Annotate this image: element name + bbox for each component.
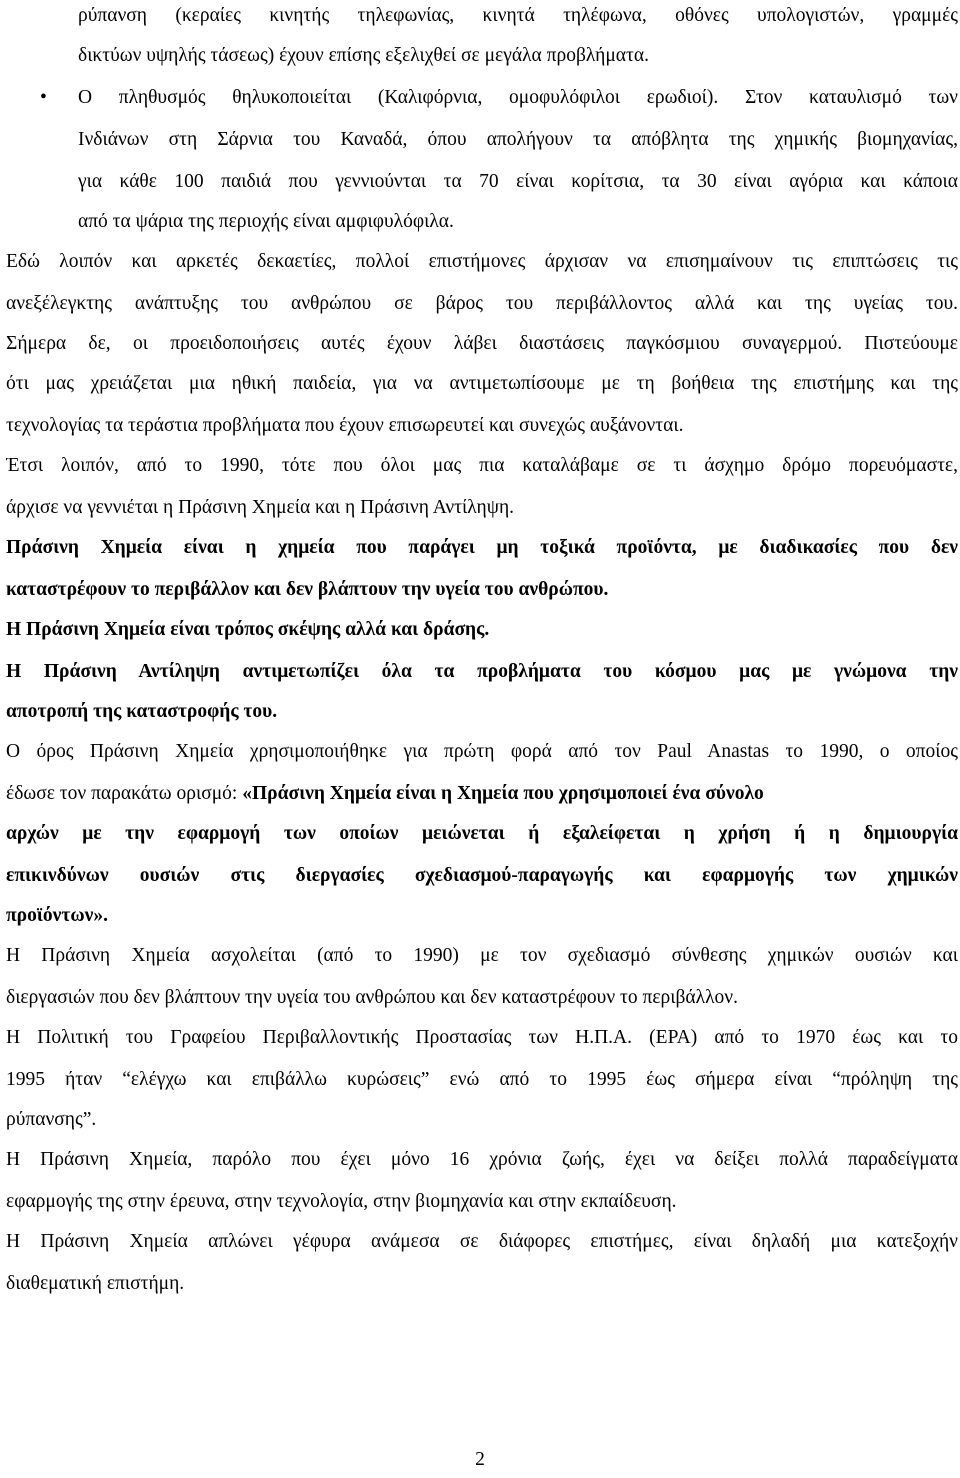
definition-quote-line: επικινδύνων ουσιών στις διεργασίες σχεδιασμού-παραγωγής και εφαρμογής των χημικών [6,865,958,886]
text-line: ρύπανση (κεραίες κινητής τηλεφωνίας, κινητά τηλέφωνα, οθόνες υπολογιστών, γραμμές [78,5,958,26]
text-line: δικτύων υψηλής τάσεως) έχουν επίσης εξελιχθεί σε μεγάλα προβλήματα. [78,45,649,66]
text-line: διεργασιών που δεν βλάπτουν την υγεία του ανθρώπου και δεν καταστρέφουν το περιβάλλον. [6,987,738,1008]
page-number: 2 [475,1449,485,1470]
text-line: Ινδιάνων στη Σάρνια του Καναδά, όπου απολήγουν τα απόβλητα της χημικής βιομηχανίας, [78,129,958,150]
bold-definition-line: καταστρέφουν το περιβάλλον και δεν βλάπτουν την υγεία του ανθρώπου. [6,579,609,600]
text-line-mixed [6,782,958,806]
text-line: ρύπανσης”. [6,1109,97,1130]
text-line: Ο πληθυσμός θηλυκοποιείται (Καλιφόρνια, ομοφυλόφιλοι ερωδιοί). Στον καταυλισμό των [78,87,958,108]
text-line: διαθεματική επιστήμη. [6,1273,185,1294]
text-line: Εδώ λοιπόν και αρκετές δεκαετίες, πολλοί επιστήμονες άρχισαν να επισημαίνουν τις επιπτώσεις τις [6,251,958,272]
text-line: ότι μας χρειάζεται μια ηθική παιδεία, για να αντιμετωπίσουμε με τη βοήθεια της επιστήμης και της [6,373,958,394]
definition-quote-line: αρχών με την εφαρμογή των οποίων μειώνεται ή εξαλείφεται η χρήση ή η δημιουργία [6,823,958,844]
text-line: Η Πολιτική του Γραφείου Περιβαλλοντικής Προστασίας των Η.Π.Α. (EPA) από το 1970 έως και το [6,1027,958,1048]
text-line: άρχισε να γεννιέται η Πράσινη Χημεία και η Πράσινη Αντίληψη. [6,497,515,518]
text-line: Έτσι λοιπόν, από το 1990, τότε που όλοι μας πια καταλάβαμε σε τι άσχημο δρόμο πορευόμαστε, [6,455,958,476]
bullet-icon: • [40,87,47,108]
text-line: από τα ψάρια της περιοχής είναι αμφιφυλόφιλα. [78,211,454,232]
text-line: εφαρμογής της στην έρευνα, στην τεχνολογία, στην βιομηχανία και στην εκπαίδευση. [6,1191,677,1212]
bold-statement-line: αποτροπή της καταστροφής του. [6,701,278,722]
text-line: 1995 ήταν “ελέγχω και επιβάλλω κυρώσεις” ενώ από το 1995 έως σήμερα είναι “πρόληψη της [6,1069,958,1090]
definition-intro: έδωσε τον παρακάτω ορισμό: [6,783,243,804]
text-line: τεχνολογίας τα τεράστια προβλήματα που έχουν επισωρευτεί και συνεχώς αυξάνονται. [6,415,684,436]
text-line: για κάθε 100 παιδιά που γεννιούνται τα 70 είναι κορίτσια, τα 30 είναι αγόρια και κάποια [78,171,958,192]
text-line: ανεξέλεγκτης ανάπτυξης του ανθρώπου σε βάρος του περιβάλλοντος αλλά και της υγείας του. [6,293,958,314]
text-line: Η Πράσινη Χημεία, παρόλο που έχει μόνο 16 χρόνια ζωής, έχει να δείξει πολλά παραδείγματα [6,1149,958,1170]
text-line: Ο όρος Πράσινη Χημεία χρησιμοποιήθηκε για πρώτη φορά από τον Paul Anastas το 1990, ο οποίος [6,741,958,762]
definition-quote-start: «Πράσινη Χημεία είναι η Χημεία που χρησιμοποιεί ένα σύνολο [242,783,764,804]
bold-definition-line: Πράσινη Χημεία είναι η χημεία που παράγει μη τοξικά προϊόντα, με διαδικασίες που δεν [6,537,958,558]
bold-statement-line: Η Πράσινη Αντίληψη αντιμετωπίζει όλα τα προβλήματα του κόσμου μας με γνώμονα την [6,661,958,682]
bold-statement-line: Η Πράσινη Χημεία είναι τρόπος σκέψης αλλά και δράσης. [6,619,490,640]
text-line: Η Πράσινη Χημεία απλώνει γέφυρα ανάμεσα σε διάφορες επιστήμες, είναι δηλαδή μια κατεξοχήν [6,1231,958,1252]
definition-quote-end: προϊόντων». [6,905,108,926]
text-line: Σήμερα δε, οι προειδοποιήσεις αυτές έχουν λάβει διαστάσεις παγκόσμιου συναγερμού. Πιστεύουμε [6,333,958,354]
text-line: Η Πράσινη Χημεία ασχολείται (από το 1990) με τον σχεδιασμό σύνθεσης χημικών ουσιών και [6,945,958,966]
